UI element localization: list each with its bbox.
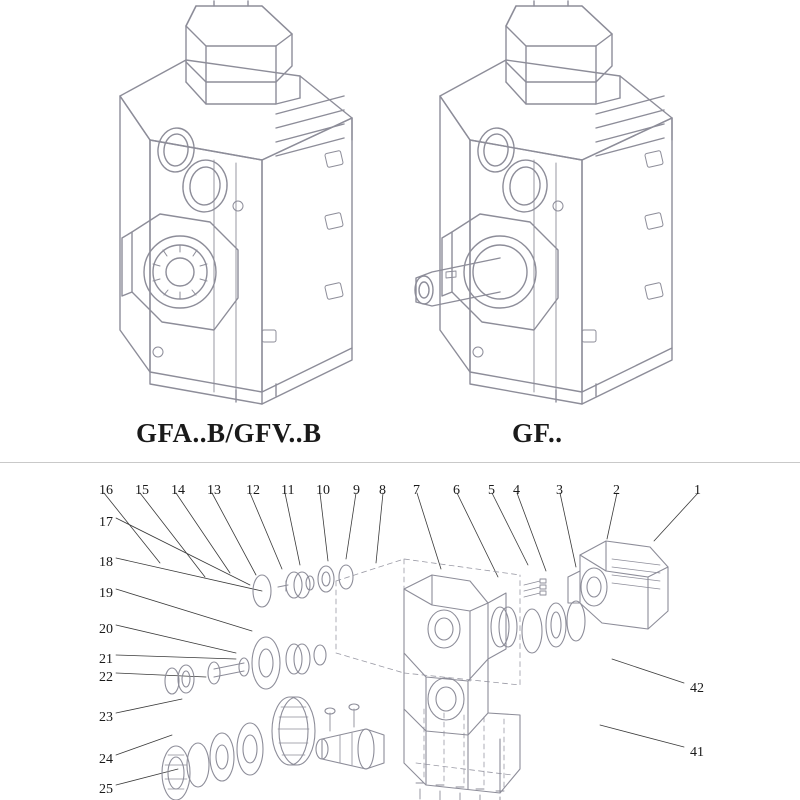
part-number-top-2: 2 bbox=[613, 483, 620, 498]
part-number-top-10: 10 bbox=[316, 483, 330, 498]
caption-right: GF.. bbox=[512, 418, 563, 448]
part-number-left-17: 17 bbox=[99, 515, 113, 530]
part-number-top-8: 8 bbox=[379, 483, 386, 498]
exploded-view bbox=[0, 463, 800, 800]
gearbox-view-left bbox=[120, 1, 352, 404]
part-number-left-24: 24 bbox=[99, 752, 113, 767]
part-number-left-20: 20 bbox=[99, 622, 113, 637]
part-number-left-25: 25 bbox=[99, 782, 113, 797]
part-number-left-23: 23 bbox=[99, 710, 113, 725]
part-number-left-18: 18 bbox=[99, 555, 113, 570]
part-number-top-6: 6 bbox=[453, 483, 460, 498]
part-number-top-4: 4 bbox=[513, 483, 520, 498]
part-number-top-13: 13 bbox=[207, 483, 221, 498]
part-number-right-41: 41 bbox=[690, 745, 704, 760]
part-number-top-11: 11 bbox=[281, 483, 295, 498]
part-number-top-14: 14 bbox=[171, 483, 185, 498]
caption-left: GFA..B/GFV..B bbox=[136, 418, 322, 448]
part-number-top-9: 9 bbox=[353, 483, 360, 498]
part-number-left-21: 21 bbox=[99, 652, 113, 667]
exploded-parts-svg bbox=[0, 463, 800, 800]
part-number-top-1: 1 bbox=[694, 483, 701, 498]
part-number-top-12: 12 bbox=[246, 483, 260, 498]
part-number-top-3: 3 bbox=[556, 483, 563, 498]
part-number-left-22: 22 bbox=[99, 670, 113, 685]
part-number-right-42: 42 bbox=[690, 681, 704, 696]
part-number-left-19: 19 bbox=[99, 586, 113, 601]
part-number-top-15: 15 bbox=[135, 483, 149, 498]
gearbox-view-right bbox=[415, 1, 672, 404]
part-number-top-7: 7 bbox=[413, 483, 420, 498]
part-number-top-16: 16 bbox=[99, 483, 113, 498]
part-number-top-5: 5 bbox=[488, 483, 495, 498]
